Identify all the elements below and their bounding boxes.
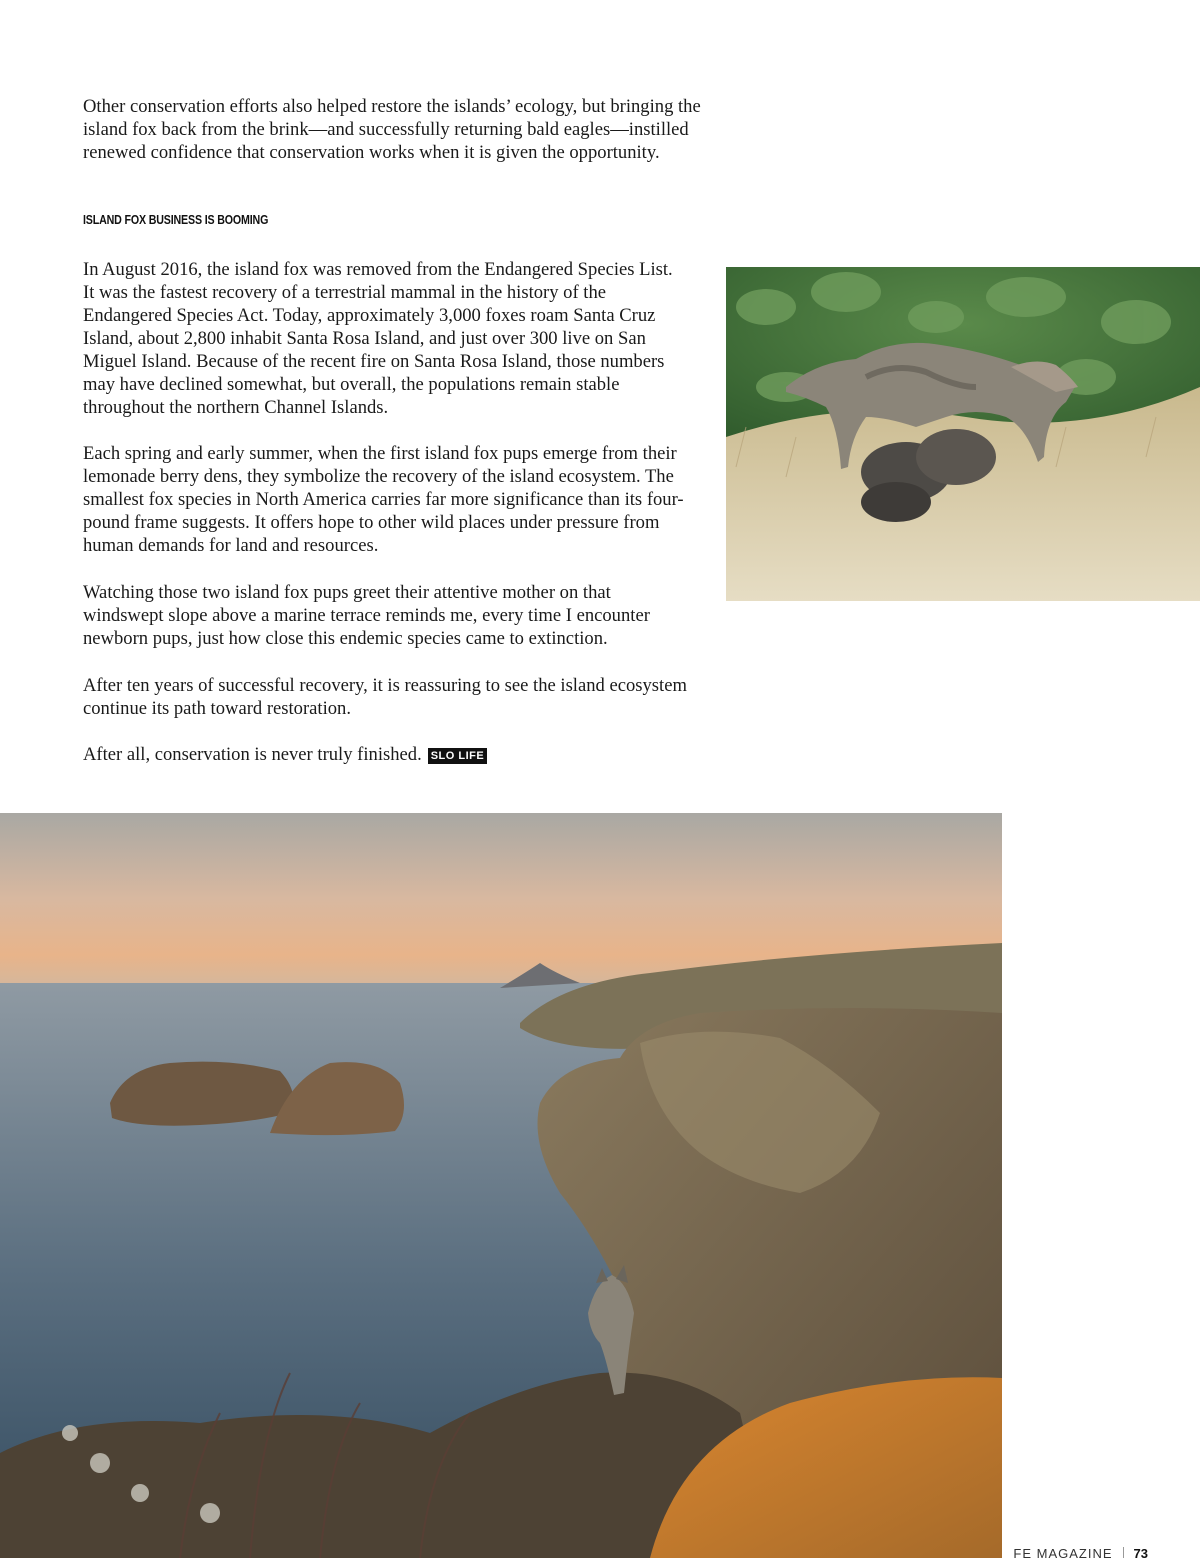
closing-sentence: After all, conservation is never truly finished. <box>83 744 422 765</box>
footer-divider <box>1123 1547 1124 1558</box>
closing-paragraph <box>83 743 703 766</box>
body-paragraph-restoration: After ten years of successful recovery, it is reassuring to see the island ecosystem continue its path toward restoration. <box>83 675 687 719</box>
body-paragraph-pups: Each spring and early summer, when the first island fox pups emerge from their lemonade berry dens, they symbolize the recovery of the island ecosystem. The smallest fox species in North America carries far more significance than its four-pound frame suggests. It offers hope to other wild places under pressure from human demands for land and resources. <box>83 443 684 556</box>
page-number: 73 <box>1133 1546 1148 1558</box>
magazine-name: FE MAGAZINE <box>1013 1546 1113 1558</box>
body-paragraph-watching: Watching those two island fox pups greet their attentive mother on that windswept slope above a marine terrace reminds me, every time I encounter newborn pups, just how close this endemic species came to extinction. <box>83 582 650 649</box>
section-subheading: ISLAND FOX BUSINESS IS BOOMING <box>83 212 269 227</box>
body-paragraph-recovery: In August 2016, the island fox was removed from the Endangered Species List. It was the fastest recovery of a terrestrial mammal in the history of the Endangered Species Act. Today, approximately 3,000 foxes roam Santa Cruz Island, about 2,800 inhabit Santa Rosa Island, and just over 300 live on San Miguel Island. Because of the recent fire on Santa Rosa Island, those numbers may have declined somewhat, but overall, the populations remain stable throughout the northern Channel Islands. <box>83 259 673 418</box>
fox-pups-photo <box>726 267 1200 601</box>
intro-paragraph: Other conservation efforts also helped restore the islands’ ecology, but bringing the island fox back from the brink—and successfully returning bald eagles—instilled renewed confidence that conservation works when it is given the opportunity. <box>83 96 701 163</box>
end-mark-logo: SLO LIFE <box>428 748 488 764</box>
coastline-fox-photo <box>0 813 1002 1558</box>
page-footer <box>1002 1540 1200 1558</box>
